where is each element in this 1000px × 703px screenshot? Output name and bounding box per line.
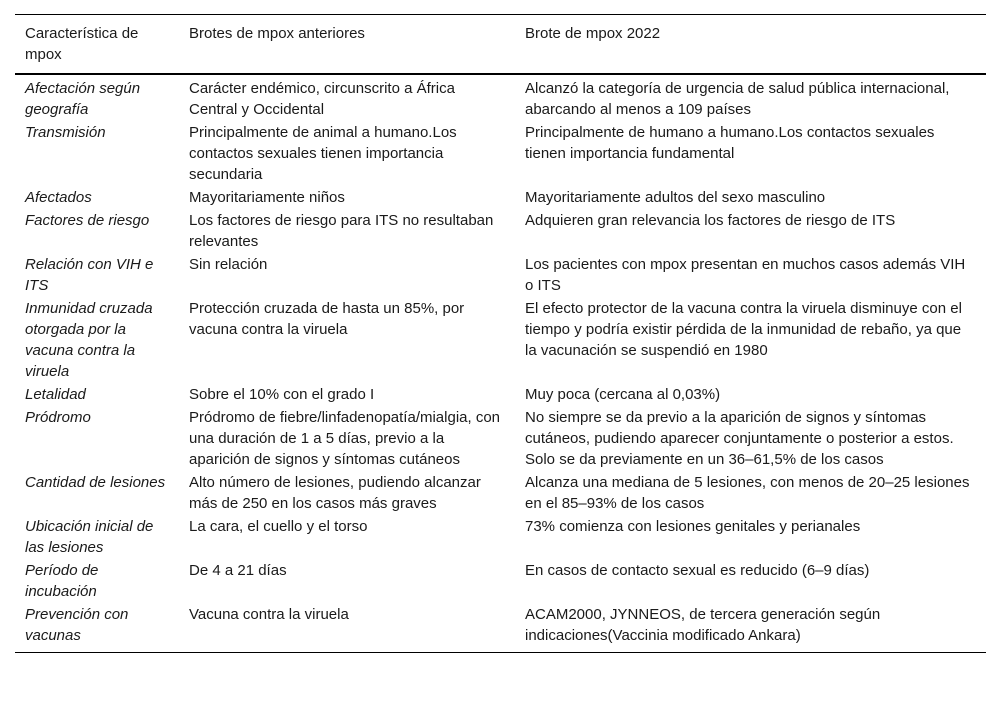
row-previous: Carácter endémico, circunscrito a África Central y Occidental [189, 80, 455, 118]
row-previous: Los factores de riesgo para ITS no resultaban relevantes [189, 212, 494, 250]
table-row [15, 383, 986, 406]
header-previous-outbreaks: Brotes de mpox anteriores [189, 25, 365, 42]
table-row [15, 186, 986, 209]
row-feature: Transmisión [25, 124, 106, 141]
row-feature: Letalidad [25, 386, 86, 403]
row-previous: Pródromo de fiebre/linfadenopatía/mialgia, con una duración de 1 a 5 días, previo a la aparición de signos y síntomas cutáneos [189, 409, 501, 468]
row-2022: En casos de contacto sexual es reducido (6–9 días) [525, 562, 870, 579]
table-row [15, 603, 986, 653]
table-row [15, 209, 986, 253]
row-previous: De 4 a 21 días [189, 562, 287, 579]
header-2022-outbreak: Brote de mpox 2022 [525, 25, 661, 42]
header-feature: Característica de mpox [25, 25, 139, 63]
row-feature: Período de incubación [25, 562, 99, 600]
table-row [15, 253, 986, 297]
row-2022: Los pacientes con mpox presentan en muchos casos además VIH o ITS [525, 256, 966, 294]
row-2022: Alcanza una mediana de 5 lesiones, con menos de 20–25 lesiones en el 85–93% de los casos [525, 474, 970, 512]
row-2022: Principalmente de humano a humano.Los contactos sexuales tienen importancia fundamental [525, 124, 935, 162]
row-feature: Afectados [25, 189, 92, 206]
table-row [15, 121, 986, 186]
row-2022: Adquieren gran relevancia los factores de riesgo de ITS [525, 212, 896, 229]
row-previous: La cara, el cuello y el torso [189, 518, 368, 535]
row-feature: Afectación según geografía [25, 80, 141, 118]
row-feature: Relación con VIH e ITS [25, 256, 154, 294]
row-feature: Prevención con vacunas [25, 606, 129, 644]
table-header-row [15, 15, 986, 75]
row-2022: 73% comienza con lesiones genitales y perianales [525, 518, 861, 535]
row-2022: El efecto protector de la vacuna contra la viruela disminuye con el tiempo y podría existir pérdida de la inmunidad de rebaño, ya que la vacunación se suspendió en 1980 [525, 300, 962, 359]
row-previous: Alto número de lesiones, pudiendo alcanzar más de 250 en los casos más graves [189, 474, 481, 512]
row-2022: ACAM2000, JYNNEOS, de tercera generación según indicaciones(Vaccinia modificado Ankara) [525, 606, 881, 644]
row-previous: Protección cruzada de hasta un 85%, por vacuna contra la viruela [189, 300, 465, 338]
row-previous: Principalmente de animal a humano.Los contactos sexuales tienen importancia secundaria [189, 124, 457, 183]
row-2022: Muy poca (cercana al 0,03%) [525, 386, 721, 403]
row-previous: Sin relación [189, 256, 268, 273]
row-2022: No siempre se da previo a la aparición de signos y síntomas cutáneos, pudiendo aparecer conjuntamente o posterior a estos. Solo se da previamente en un 36–61,5% de los casos [525, 409, 954, 468]
row-previous: Sobre el 10% con el grado I [189, 386, 375, 403]
table-row [15, 471, 986, 515]
row-2022: Alcanzó la categoría de urgencia de salud pública internacional, abarcando al menos a 109 países [525, 80, 950, 118]
comparison-table-container [15, 14, 986, 653]
mpox-comparison-table [15, 14, 986, 653]
row-2022: Mayoritariamente adultos del sexo masculino [525, 189, 826, 206]
table-row [15, 297, 986, 383]
row-previous: Vacuna contra la viruela [189, 606, 349, 623]
table-row [15, 406, 986, 471]
row-feature: Cantidad de lesiones [25, 474, 166, 491]
row-previous: Mayoritariamente niños [189, 189, 345, 206]
row-feature: Factores de riesgo [25, 212, 150, 229]
table-row [15, 74, 986, 121]
table-row [15, 515, 986, 559]
table-row [15, 559, 986, 603]
row-feature: Ubicación inicial de las lesiones [25, 518, 154, 556]
row-feature: Pródromo [25, 409, 91, 426]
row-feature: Inmunidad cruzada otorgada por la vacuna contra la viruela [25, 300, 153, 380]
